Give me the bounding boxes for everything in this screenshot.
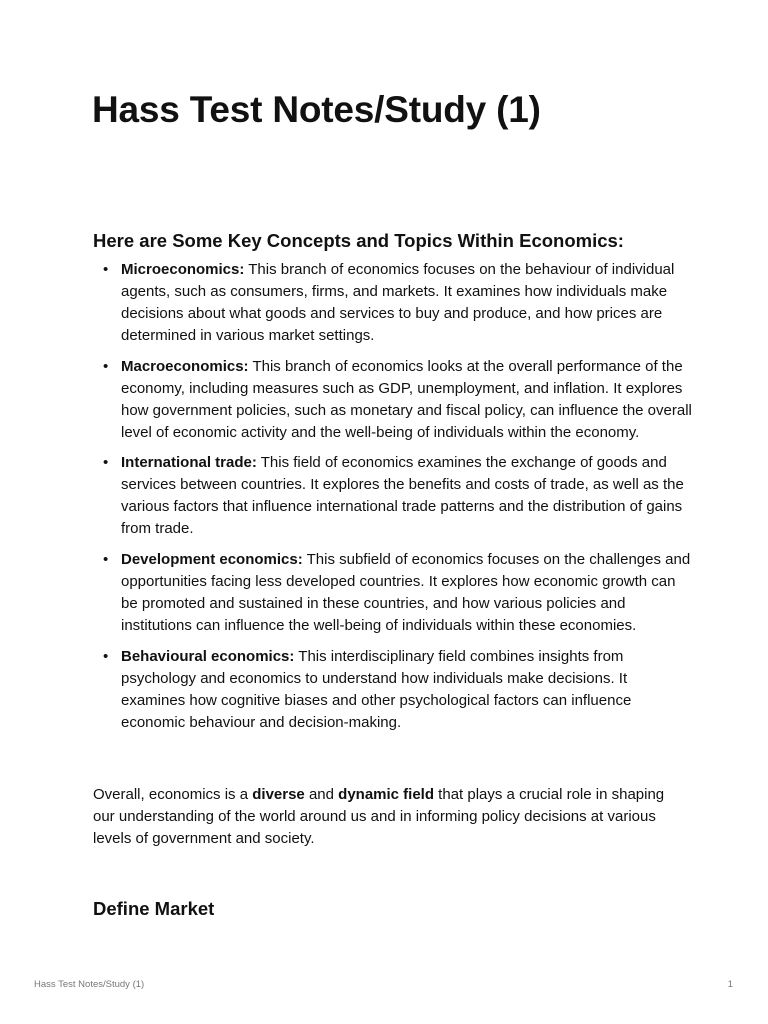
list-item xyxy=(93,259,693,347)
topic-term: Behavioural economics: xyxy=(121,647,295,665)
summary-text-1: Overall, economics is a xyxy=(93,786,253,803)
bullet-icon: • xyxy=(103,647,109,665)
topic-term: Development economics: xyxy=(121,551,303,569)
topic-term: Microeconomics: xyxy=(121,261,245,278)
topic-text: This interdisciplinary field combines insights from psychology and economics to understand how individuals make decisions. It examines how cognitive biases and other psychological factors can influence economic behaviour and decision-making. xyxy=(121,647,632,731)
list-item xyxy=(93,646,693,734)
topic-list xyxy=(93,259,693,742)
topic-text: This branch of economics focuses on the behaviour of individual agents, such as consumers, firms, and markets. It examines how individuals make decisions about what goods and services to buy and produce, and how prices are determined in various market settings. xyxy=(121,261,675,344)
topic-term: Macroeconomics: xyxy=(121,357,249,375)
bullet-icon: • xyxy=(103,551,109,569)
define-market-heading: Define Market xyxy=(93,898,215,919)
summary-text-2: and xyxy=(304,786,339,803)
summary-text-3: that plays a crucial role in shaping our understanding of the world around us and in informing policy decisions at various levels of government and society. xyxy=(93,786,665,847)
list-item xyxy=(93,356,693,444)
bullet-icon: • xyxy=(103,357,109,375)
topic-text: This subfield of economics focuses on the challenges and opportunities facing less developed countries. It explores how economic growth can be promoted and sustained in these countries, and how various policies and institutions can influence the well-being of individuals within these economies. xyxy=(121,551,691,635)
summary-paragraph xyxy=(93,784,683,850)
list-item xyxy=(93,549,693,637)
page-title: Hass Test Notes/Study (1) xyxy=(92,89,541,130)
summary-bold-dynamic-field: dynamic field xyxy=(338,786,435,803)
bullet-icon: • xyxy=(103,454,109,472)
footer-page-number: 1 xyxy=(727,979,733,990)
topic-text: This field of economics examines the exchange of goods and services between countries. It explores the benefits and costs of trade, as well as the various factors that influence international trade patterns and the distribution of gains from trade. xyxy=(121,454,684,538)
list-item xyxy=(93,452,693,540)
topic-text: This branch of economics looks at the overall performance of the economy, including measures such as GDP, unemployment, and inflation. It explores how government policies, such as monetary and fiscal policy, can influence the overall level of economic activity and the well-being of individuals within the economy. xyxy=(121,357,692,441)
topic-term: International trade: xyxy=(121,454,257,472)
summary-bold-diverse: diverse xyxy=(252,786,305,803)
footer-title: Hass Test Notes/Study (1) xyxy=(34,979,145,990)
section-heading: Here are Some Key Concepts and Topics Within Economics: xyxy=(93,230,624,251)
bullet-icon: • xyxy=(103,261,109,278)
